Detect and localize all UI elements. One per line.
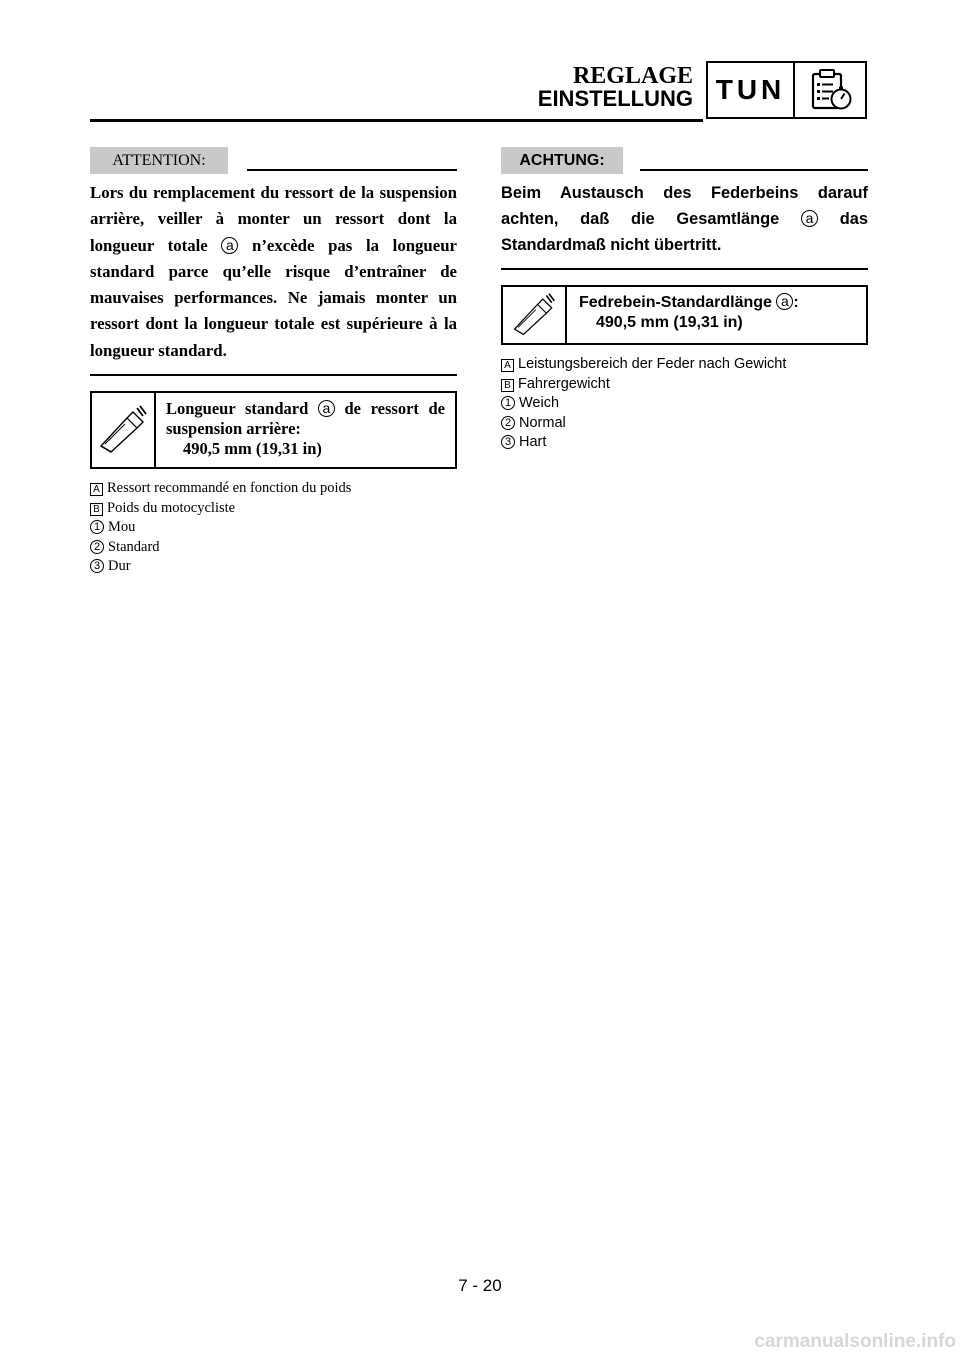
legend-list	[501, 355, 868, 453]
warning-text	[90, 180, 457, 364]
legend-marker: 1	[90, 520, 104, 534]
legend-list	[90, 479, 457, 577]
callout-marker: a	[776, 293, 793, 310]
caliper-icon	[92, 393, 156, 467]
legend-text: Weich	[519, 395, 560, 411]
legend-marker: 3	[90, 559, 104, 573]
warning-heading	[90, 147, 457, 177]
header-title-de: EINSTELLUNG	[537, 86, 693, 111]
legend-text: Poids du motocycliste	[107, 499, 236, 516]
column-de	[501, 147, 868, 453]
legend-marker: 1	[501, 396, 515, 410]
spec-label	[166, 399, 445, 439]
column-fr	[90, 147, 457, 577]
legend-text: Dur	[108, 558, 131, 575]
watermark: carmanualsonline.info	[754, 1331, 956, 1352]
header-rule	[90, 119, 703, 122]
legend-marker: B	[501, 379, 514, 392]
legend-item	[501, 375, 868, 395]
spec-text	[156, 393, 455, 467]
callout-marker: a	[221, 237, 238, 254]
warning-text-part: Lors du remplacement du ressort de la suspension arrière, veiller à monter un ressort dont la longueur totale	[90, 183, 457, 255]
warning-text	[501, 180, 868, 258]
warning-label: ACHTUNG:	[501, 147, 623, 174]
legend-marker: A	[501, 359, 514, 372]
warning-label: ATTENTION:	[90, 147, 228, 174]
legend-marker: 2	[501, 416, 515, 430]
warning-text-part: n’excède pas la longueur standard parce qu’elle risque d’entraîner de mauvaises performances. Ne jamais monter un ressort dont la longueur totale est supérieure à la longueur standard.	[90, 235, 457, 360]
legend-item	[501, 414, 868, 434]
section-tab	[706, 61, 867, 119]
legend-item	[501, 355, 868, 375]
section-code: TUN	[708, 63, 795, 117]
legend-text: Leistungsbereich der Feder nach Gewicht	[518, 356, 787, 372]
legend-item	[90, 557, 457, 577]
legend-marker: 3	[501, 435, 515, 449]
spec-value: 490,5 mm (19,31 in)	[596, 314, 743, 331]
spec-label	[579, 293, 856, 313]
warning-end-rule	[501, 268, 868, 270]
legend-marker: A	[90, 483, 103, 496]
spec-label-part: Longueur standard	[166, 399, 318, 419]
legend-item	[90, 479, 457, 499]
legend-marker: B	[90, 503, 103, 516]
warning-text-part: das Standardmaß nicht übertritt.	[501, 210, 868, 254]
spec-label-part: Fedrebein-Standardlänge	[579, 294, 777, 311]
legend-text: Ressort recommandé en fonction du poids	[107, 480, 352, 497]
legend-item	[90, 499, 457, 519]
warning-text-part: Beim Austausch des Federbeins darauf achten, daß die Gesamtlänge	[501, 184, 868, 228]
spec-text	[567, 287, 866, 343]
warning-end-rule	[90, 374, 457, 376]
warning-heading	[501, 147, 868, 177]
spec-box	[501, 285, 868, 345]
spec-box	[90, 391, 457, 469]
legend-text: Standard	[108, 538, 160, 555]
spec-label-part: :	[793, 294, 799, 311]
legend-text: Normal	[519, 414, 566, 431]
legend-text: Fahrergewicht	[518, 375, 610, 392]
header-title-fr: REGLAGE	[572, 63, 693, 89]
legend-item	[501, 394, 868, 414]
warning-rule	[640, 169, 868, 171]
clipboard-stopwatch-icon	[795, 63, 865, 117]
warning-rule	[247, 169, 457, 171]
legend-marker: 2	[90, 540, 104, 554]
callout-marker: a	[801, 210, 818, 227]
spec-value: 490,5 mm (19,31 in)	[183, 439, 322, 459]
caliper-icon	[503, 287, 567, 343]
legend-text: Hart	[519, 434, 547, 450]
legend-text: Mou	[108, 519, 136, 536]
legend-item	[90, 538, 457, 558]
legend-item	[501, 433, 868, 453]
legend-item	[90, 518, 457, 538]
spec-label-part: de ressort de suspension arrière:	[166, 399, 445, 439]
page-number: 7 - 20	[458, 1276, 502, 1295]
callout-marker: a	[318, 400, 335, 417]
